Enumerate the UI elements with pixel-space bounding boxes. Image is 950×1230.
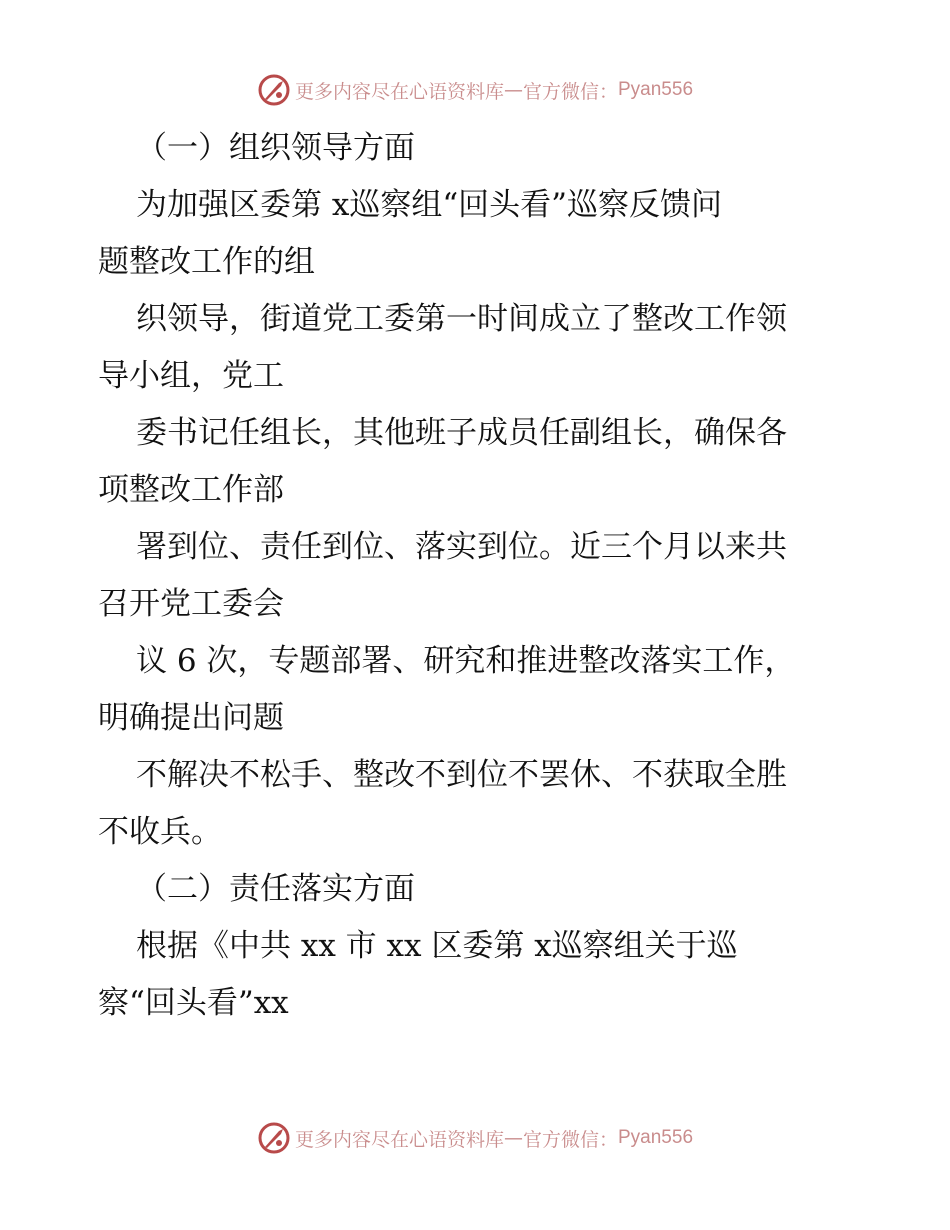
paragraph-line: 议 6 次，专题部署、研究和推进整改落实工作，: [136, 643, 796, 679]
paragraph-line: 署到位、责任到位、落实到位。近三个月以来共: [136, 529, 787, 565]
paragraph-line: 织领导，街道党工委第一时间成立了整改工作领: [136, 301, 787, 337]
paragraph-line: 导小组，党工: [98, 358, 284, 394]
heading-responsibility: （二）责任落实方面: [136, 871, 415, 907]
watermark-wechat-label: 官方微信：: [522, 1128, 618, 1151]
watermark-wechat-id: Pyan556: [618, 1127, 694, 1148]
watermark-wechat-id: Pyan556: [618, 79, 694, 100]
watermark-separator: —: [503, 79, 523, 101]
paragraph-line: 委书记任组长，其他班子成员任副组长，确保各: [136, 415, 787, 451]
paragraph-line: 召开党工委会: [98, 586, 284, 622]
quill-pen-logo-icon: [257, 73, 291, 107]
paragraph-line: 根据《中共 xx 市 xx 区委第 x巡察组关于巡: [136, 928, 738, 964]
watermark-wechat-label: 官方微信：: [522, 80, 618, 103]
watermark-site-text: 更多内容尽在心语资料库: [294, 80, 504, 103]
paragraph-line: 题整改工作的组: [98, 244, 315, 280]
footer-watermark: [0, 1118, 950, 1158]
paragraph-line: 不解决不松手、整改不到位不罢休、不获取全胜: [136, 757, 787, 793]
watermark-site-text: 更多内容尽在心语资料库: [294, 1128, 504, 1151]
quill-pen-logo-icon: [257, 1121, 291, 1155]
watermark-separator: —: [503, 1127, 523, 1149]
paragraph-line: 不收兵。: [98, 814, 222, 850]
paragraph-line: 为加强区委第 x巡察组“回头看”巡察反馈问: [136, 187, 723, 223]
heading-organization: （一）组织领导方面: [136, 130, 415, 166]
paragraph-line: 明确提出问题: [98, 700, 284, 736]
header-watermark: [0, 70, 950, 110]
document-body: [98, 120, 858, 1032]
paragraph-line: 察“回头看”xx: [98, 985, 289, 1021]
paragraph-line: 项整改工作部: [98, 472, 284, 508]
